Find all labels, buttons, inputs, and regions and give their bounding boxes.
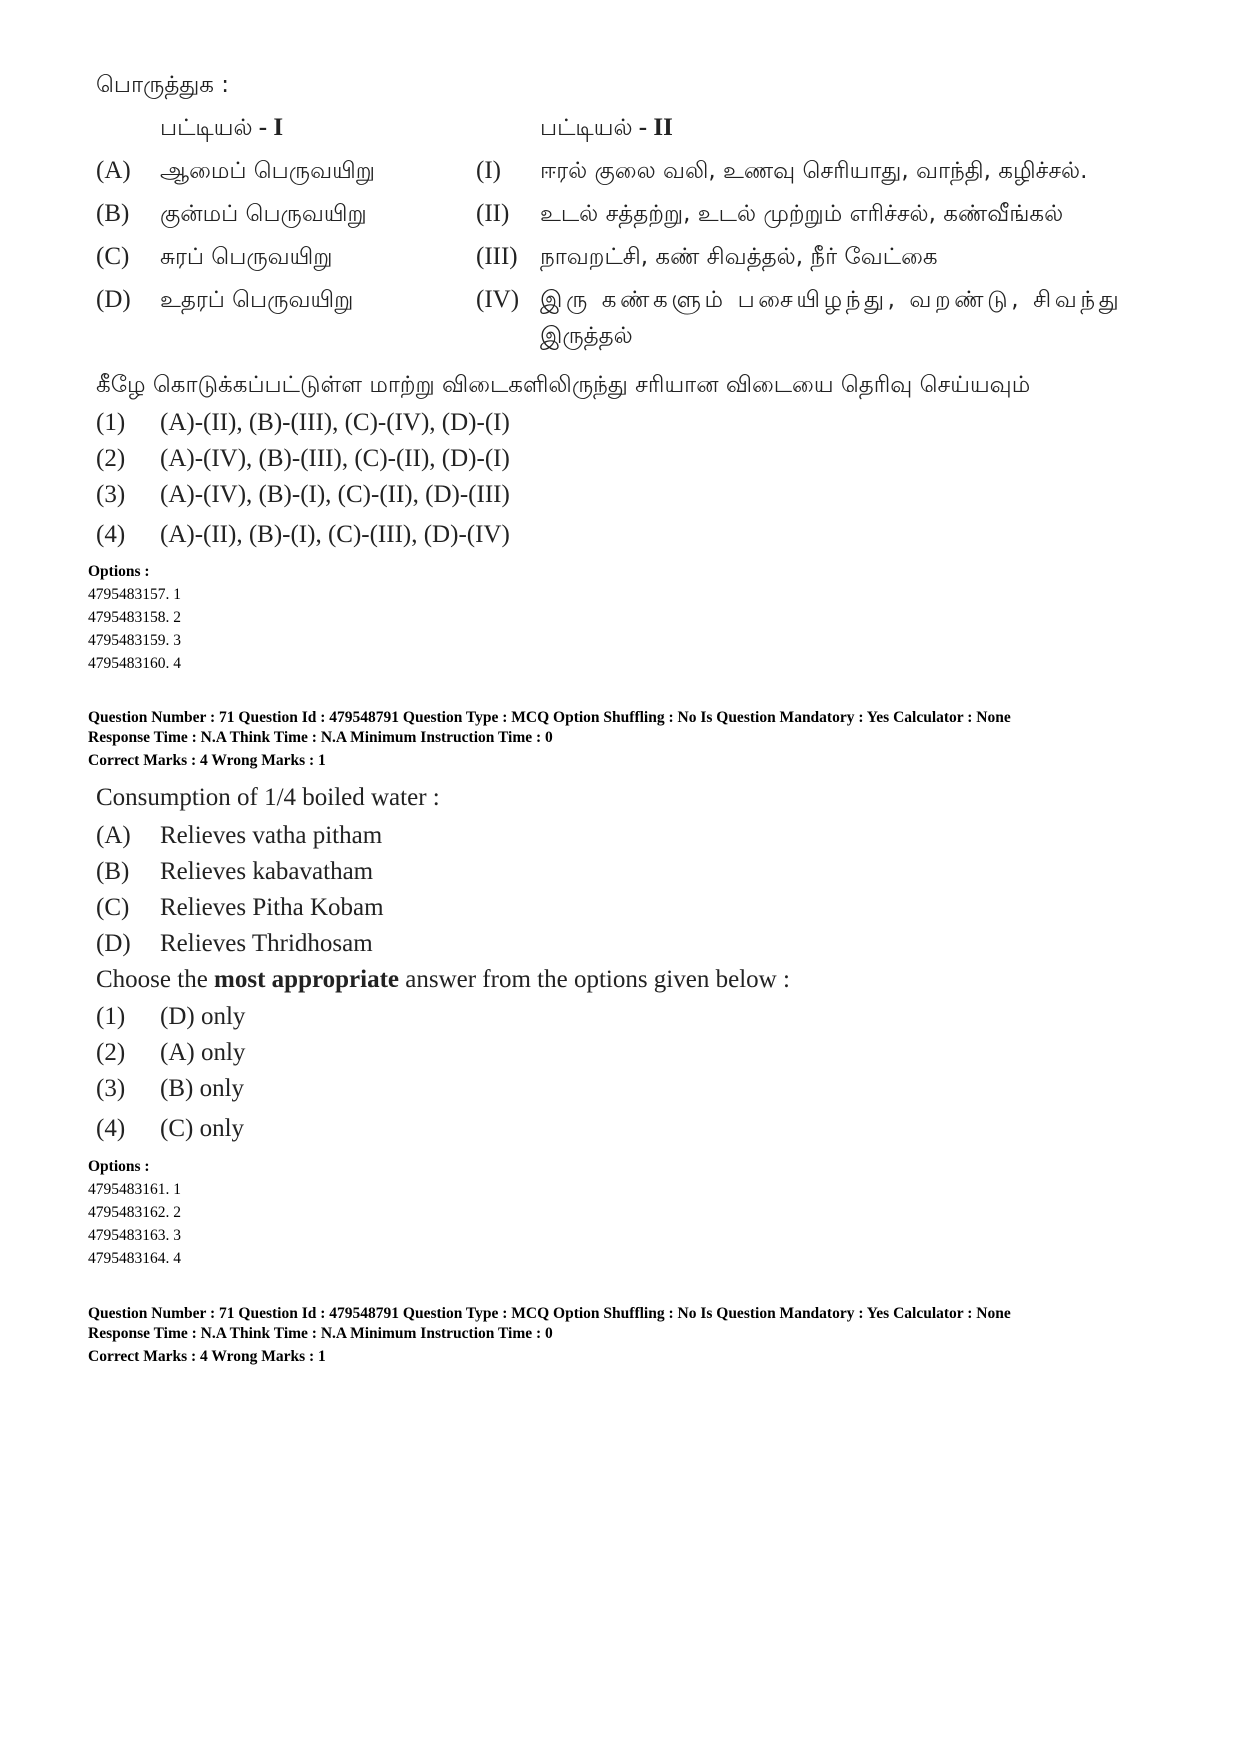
match-left-label: (D) bbox=[96, 286, 131, 313]
match-left-label: (B) bbox=[96, 200, 130, 227]
option-id: 4795483159. 3 bbox=[88, 632, 181, 649]
option-id: 4795483163. 3 bbox=[88, 1227, 181, 1244]
question-meta-line: Question Number : 71 Question Id : 479548791 Question Type : MCQ Option Shuffling : No Is Question Mandatory : Yes Calculator : None bbox=[88, 709, 1011, 726]
list1-heading-num: - I bbox=[258, 114, 284, 141]
question-meta-line: Correct Marks : 4 Wrong Marks : 1 bbox=[88, 1348, 326, 1365]
answer-number: (4) bbox=[96, 1115, 126, 1142]
statement-label: (B) bbox=[96, 858, 130, 885]
answer-number: (2) bbox=[96, 1039, 126, 1066]
statement-text: Relieves kabavatham bbox=[160, 858, 374, 885]
match-right-text: ஈரல் குலை வலி, உணவு செரியாது, வாந்தி, கழிச்சல். bbox=[540, 158, 1088, 184]
question-meta-line: Response Time : N.A Think Time : N.A Minimum Instruction Time : 0 bbox=[88, 1325, 553, 1342]
match-left-text: சுரப் பெருவயிறு bbox=[160, 244, 333, 270]
answer-text: (D) only bbox=[160, 1003, 246, 1030]
answer-number: (2) bbox=[96, 445, 126, 472]
answer-number: (1) bbox=[96, 409, 126, 436]
answer-number: (1) bbox=[96, 1003, 126, 1030]
match-right-text: இரு கண்களும் பசையிழந்து, வறண்டு, சிவந்து bbox=[540, 287, 1123, 313]
q71-stem: Consumption of 1/4 boiled water : bbox=[96, 784, 440, 811]
match-left-label: (A) bbox=[96, 157, 131, 184]
question-meta-line: Response Time : N.A Think Time : N.A Minimum Instruction Time : 0 bbox=[88, 729, 553, 746]
answer-number: (4) bbox=[96, 521, 126, 548]
list2-heading-text: பட்டியல் bbox=[540, 115, 633, 141]
option-id: 4795483162. 2 bbox=[88, 1204, 181, 1221]
list1-heading-text: பட்டியல் bbox=[160, 115, 253, 141]
answer-number: (3) bbox=[96, 481, 126, 508]
q70-intro: பொருத்துக : bbox=[96, 72, 230, 98]
answer-text: (A)-(IV), (B)-(I), (C)-(II), (D)-(III) bbox=[160, 481, 510, 508]
match-left-text: ஆமைப் பெருவயிறு bbox=[160, 158, 375, 184]
match-right-label: (I) bbox=[476, 157, 501, 184]
statement-label: (D) bbox=[96, 930, 131, 957]
q71-instruction bbox=[96, 966, 790, 994]
options-label: Options : bbox=[88, 563, 150, 580]
list1-heading bbox=[160, 114, 283, 144]
instruction-bold: most appropriate bbox=[214, 966, 399, 993]
option-id: 4795483158. 2 bbox=[88, 609, 181, 626]
match-right-label: (IV) bbox=[476, 286, 520, 313]
answer-text: (A)-(IV), (B)-(III), (C)-(II), (D)-(I) bbox=[160, 445, 510, 472]
match-right-text: நாவறட்சி, கண் சிவத்தல், நீர் வேட்கை bbox=[540, 244, 938, 270]
statement-text: Relieves vatha pitham bbox=[160, 822, 383, 849]
answer-text: (A)-(II), (B)-(III), (C)-(IV), (D)-(I) bbox=[160, 409, 510, 436]
statement-text: Relieves Thridhosam bbox=[160, 930, 373, 957]
q70-instruction: கீழே கொடுக்கப்பட்டுள்ள மாற்று விடைகளிலிருந்து சரியான விடையை தெரிவு செய்யவும் bbox=[96, 372, 1031, 398]
statement-label: (A) bbox=[96, 822, 131, 849]
option-id: 4795483164. 4 bbox=[88, 1250, 181, 1267]
options-label: Options : bbox=[88, 1158, 150, 1175]
answer-text: (B) only bbox=[160, 1075, 245, 1102]
answer-text: (A)-(II), (B)-(I), (C)-(III), (D)-(IV) bbox=[160, 521, 510, 548]
match-right-text: உடல் சத்தற்று, உடல் முற்றும் எரிச்சல், கண்வீங்கல் bbox=[540, 201, 1064, 227]
question-meta-line: Correct Marks : 4 Wrong Marks : 1 bbox=[88, 752, 326, 769]
instruction-pre: Choose the bbox=[96, 966, 215, 993]
match-right-label: (II) bbox=[476, 200, 510, 227]
match-right-label: (III) bbox=[476, 243, 518, 270]
match-left-label: (C) bbox=[96, 243, 130, 270]
option-id: 4795483160. 4 bbox=[88, 655, 181, 672]
answer-text: (A) only bbox=[160, 1039, 246, 1066]
instruction-post: answer from the options given below : bbox=[399, 966, 790, 993]
match-left-text: குன்மப் பெருவயிறு bbox=[160, 201, 367, 227]
list2-heading-num: - II bbox=[638, 114, 673, 141]
match-left-text: உதரப் பெருவயிறு bbox=[160, 287, 354, 313]
list2-heading bbox=[540, 114, 673, 144]
statement-label: (C) bbox=[96, 894, 130, 921]
answer-number: (3) bbox=[96, 1075, 126, 1102]
statement-text: Relieves Pitha Kobam bbox=[160, 894, 384, 921]
option-id: 4795483157. 1 bbox=[88, 586, 181, 603]
question-meta-line: Question Number : 71 Question Id : 479548791 Question Type : MCQ Option Shuffling : No Is Question Mandatory : Yes Calculator : None bbox=[88, 1305, 1011, 1322]
match-right-text-continued: இருத்தல் bbox=[540, 323, 633, 349]
option-id: 4795483161. 1 bbox=[88, 1181, 181, 1198]
answer-text: (C) only bbox=[160, 1115, 245, 1142]
